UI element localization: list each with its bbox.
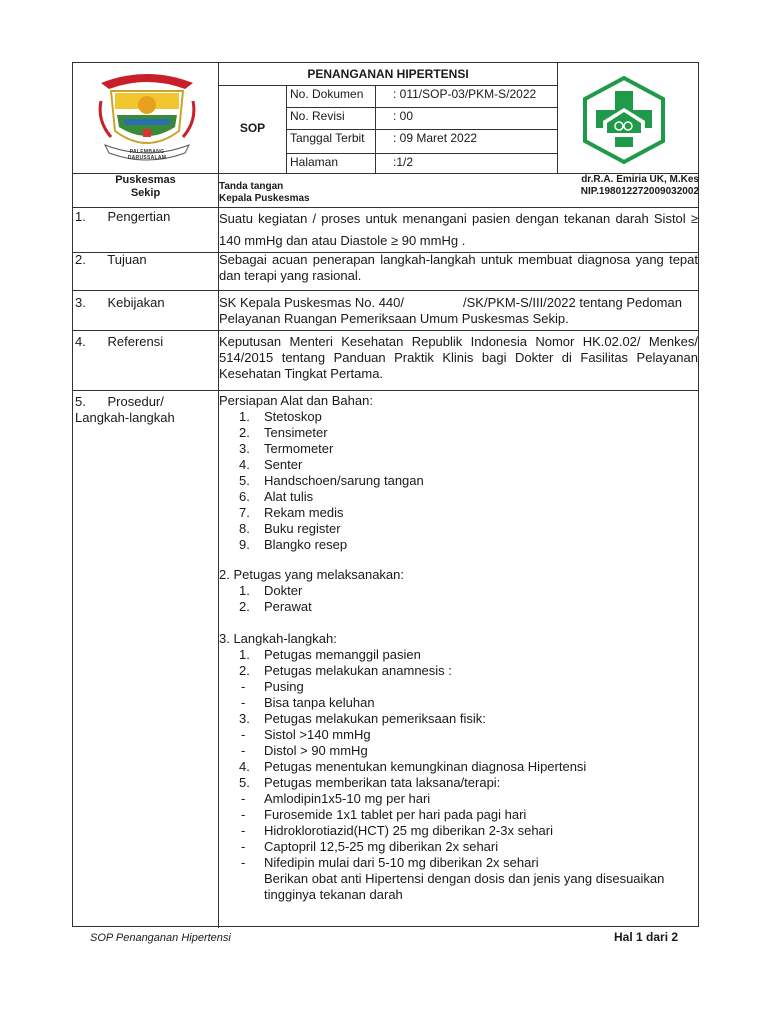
list-item-text: Termometer: [264, 441, 334, 456]
field-label-tanggal-terbit: Tanggal Terbit: [290, 131, 365, 145]
heading-langkah: 3. Langkah-langkah:: [219, 631, 337, 646]
list-item: [219, 807, 694, 823]
field-row-line: [286, 153, 557, 154]
list-item: [219, 583, 689, 599]
list-item: [219, 871, 694, 887]
column-divider-right: [557, 63, 558, 173]
list-item-text: Stetoskop: [264, 409, 322, 424]
list-item-text: Captopril 12,5-25 mg diberikan 2x sehari: [264, 839, 499, 854]
field-label-halaman: Halaman: [290, 155, 339, 169]
text-pengertian: Suatu kegiatan / proses untuk menangani pasien dengan tekanan darah Sistol ≥ 140 mmHg dan atau Diastole ≥ 90 mmHg .: [219, 211, 698, 248]
official-signatory: [559, 174, 699, 198]
official-nip: NIP.198012272009032002: [580, 186, 699, 197]
label-kebijakan: 3. Kebijakan: [75, 295, 165, 310]
list-item: [219, 537, 689, 553]
list-item-marker: 5.: [239, 775, 250, 790]
list-item-text: Sistol >140 mmHg: [264, 727, 371, 742]
list-item-text: Furosemide 1x1 tablet per hari pada pagi hari: [264, 807, 527, 822]
list-item-text: Handschoen/sarung tangan: [264, 473, 424, 488]
list-item-text: Buku register: [264, 521, 341, 536]
document-title: PENANGANAN HIPERTENSI: [307, 67, 469, 81]
list-item-text: Petugas menentukan kemungkinan diagnosa Hipertensi: [264, 759, 587, 774]
list-item-text: Blangko resep: [264, 537, 348, 552]
list-item: [219, 775, 694, 791]
list-item-marker: 1.: [239, 583, 250, 598]
list-item-text: Perawat: [264, 599, 312, 614]
list-item-text: Senter: [264, 457, 303, 472]
field-row-line: [286, 129, 557, 130]
list-item: [219, 695, 694, 711]
list-item-text: tingginya tekanan darah: [264, 887, 403, 902]
label-referensi: 4. Referensi: [75, 334, 164, 349]
list-item-marker: 2.: [239, 599, 250, 614]
list-item-text: Alat tulis: [264, 489, 314, 504]
list-item-marker: 8.: [239, 521, 250, 536]
list-item-marker: -: [241, 727, 246, 742]
list-item-marker: -: [241, 743, 246, 758]
list-item: [219, 489, 689, 505]
list-item: [219, 743, 694, 759]
list-item: [219, 759, 694, 775]
sop-document-table: [72, 62, 699, 927]
list-item: [219, 505, 689, 521]
text-referensi: Keputusan Menteri Kesehatan Republik Indonesia Nomor HK.02.02/ Menkes/ 514/2015 tentang Panduan Praktik Klinis bagi Dokter di Fasilitas Pelayanan Kesehatan Tingkat Pertama.: [219, 334, 698, 381]
label-pengertian: 1. Pengertian: [75, 209, 171, 224]
list-item: [219, 791, 694, 807]
list-item-marker: 5.: [239, 473, 250, 488]
puskesmas-logo: [581, 75, 667, 170]
list-item: [219, 711, 694, 727]
list-item: [219, 823, 694, 839]
list-item-marker: -: [241, 679, 246, 694]
list-item-text: Rekam medis: [264, 505, 344, 520]
list-item-marker: 6.: [239, 489, 250, 504]
heading-petugas: 2. Petugas yang melaksanakan:: [219, 567, 405, 582]
field-value-no-dokumen: : 011/SOP-03/PKM-S/2022: [393, 87, 537, 101]
list-item: [219, 473, 689, 489]
list-item-text: Berikan obat anti Hipertensi dengan dosis dan jenis yang disesuaikan: [264, 871, 665, 886]
list-item-text: Distol > 90 mmHg: [264, 743, 368, 758]
list-item-marker: 4.: [239, 759, 250, 774]
list-item-text: Petugas memanggil pasien: [264, 647, 421, 662]
field-value-tanggal-terbit: : 09 Maret 2022: [393, 131, 478, 145]
list-item: [219, 457, 689, 473]
label-prosedur: 5. Prosedur/ Langkah-langkah: [75, 394, 175, 425]
list-item-text: Petugas melakukan anamnesis :: [264, 663, 452, 678]
list-item-marker: -: [241, 823, 246, 838]
list-item-marker: 1.: [239, 647, 250, 662]
puskesmas-hexagon-icon: [581, 75, 667, 165]
signature-label: Tanda tangan Kepala Puskesmas: [219, 181, 310, 204]
list-item-text: Hidroklorotiazid(HCT) 25 mg diberikan 2-3x sehari: [264, 823, 553, 838]
list-item: [219, 679, 694, 695]
list-item: [219, 409, 689, 425]
list-item-marker: -: [241, 791, 246, 806]
emblem-text: PALEMBANG DARUSSALAM: [127, 149, 167, 161]
list-item-marker: -: [241, 855, 246, 870]
text-kebijakan-b: /SK/PKM-S/III/2022 tentang Pedoman: [463, 295, 682, 310]
row-line: [73, 390, 698, 391]
field-row-line: [286, 107, 557, 108]
field-label-no-revisi: No. Revisi: [290, 109, 345, 123]
list-item-marker: -: [241, 839, 246, 854]
city-emblem-logo: [95, 71, 199, 167]
list-item-text: Bisa tanpa keluhan: [264, 695, 375, 710]
list-item-text: Nifedipin mulai dari 5-10 mg diberikan 2x sehari: [264, 855, 539, 870]
list-item-text: Dokter: [264, 583, 303, 598]
list-item-marker: 7.: [239, 505, 250, 520]
official-name: dr.R.A. Emiria UK, M.Kes: [581, 174, 699, 185]
list-item: [219, 663, 694, 679]
list-item: [219, 839, 694, 855]
list-item-text: Petugas melakukan pemeriksaan fisik:: [264, 711, 486, 726]
field-value-halaman: :1/2: [393, 155, 414, 169]
list-item-text: Pusing: [264, 679, 304, 694]
footer-doc-name: SOP Penanganan Hipertensi: [90, 932, 231, 944]
list-item-text: Tensimeter: [264, 425, 328, 440]
field-value-no-revisi: : 00: [393, 109, 414, 123]
list-item: [219, 647, 694, 663]
unit-name: Puskesmas Sekip: [115, 174, 176, 199]
title-underline: [219, 85, 557, 86]
field-label-no-dokumen: No. Dokumen: [290, 87, 364, 101]
list-item: [219, 727, 694, 743]
list-item-marker: 2.: [239, 663, 250, 678]
row-line: [73, 290, 698, 291]
label-tujuan: 2. Tujuan: [75, 252, 147, 267]
list-item-marker: 3.: [239, 711, 250, 726]
list-item: [219, 855, 694, 871]
list-item-text: Petugas memberikan tata laksana/terapi:: [264, 775, 501, 790]
list-item: [219, 425, 689, 441]
list-item-marker: -: [241, 695, 246, 710]
text-kebijakan-a: SK Kepala Puskesmas No. 440/: [219, 295, 404, 310]
list-item-marker: 2.: [239, 425, 250, 440]
row-line: [73, 330, 698, 331]
list-item-marker: 1.: [239, 409, 250, 424]
heading-persiapan-alat: Persiapan Alat dan Bahan:: [219, 393, 373, 408]
list-item-text: Amlodipin1x5-10 mg per hari: [264, 791, 431, 806]
list-item: [219, 521, 689, 537]
list-item-marker: 4.: [239, 457, 250, 472]
sop-label: SOP: [239, 121, 266, 135]
list-item: [219, 887, 694, 903]
list-item-marker: 9.: [239, 537, 250, 552]
footer-page-number: Hal 1 dari 2: [614, 930, 679, 944]
list-item-marker: 3.: [239, 441, 250, 456]
list-item: [219, 599, 689, 615]
text-tujuan: Sebagai acuan penerapan langkah-langkah untuk membuat diagnosa yang tepat dan terapi yang rasional.: [219, 252, 698, 283]
list-item-marker: -: [241, 807, 246, 822]
list-item: [219, 441, 689, 457]
text-kebijakan-c: Pelayanan Ruangan Pemeriksaan Umum Puskesmas Sekip.: [219, 311, 569, 326]
